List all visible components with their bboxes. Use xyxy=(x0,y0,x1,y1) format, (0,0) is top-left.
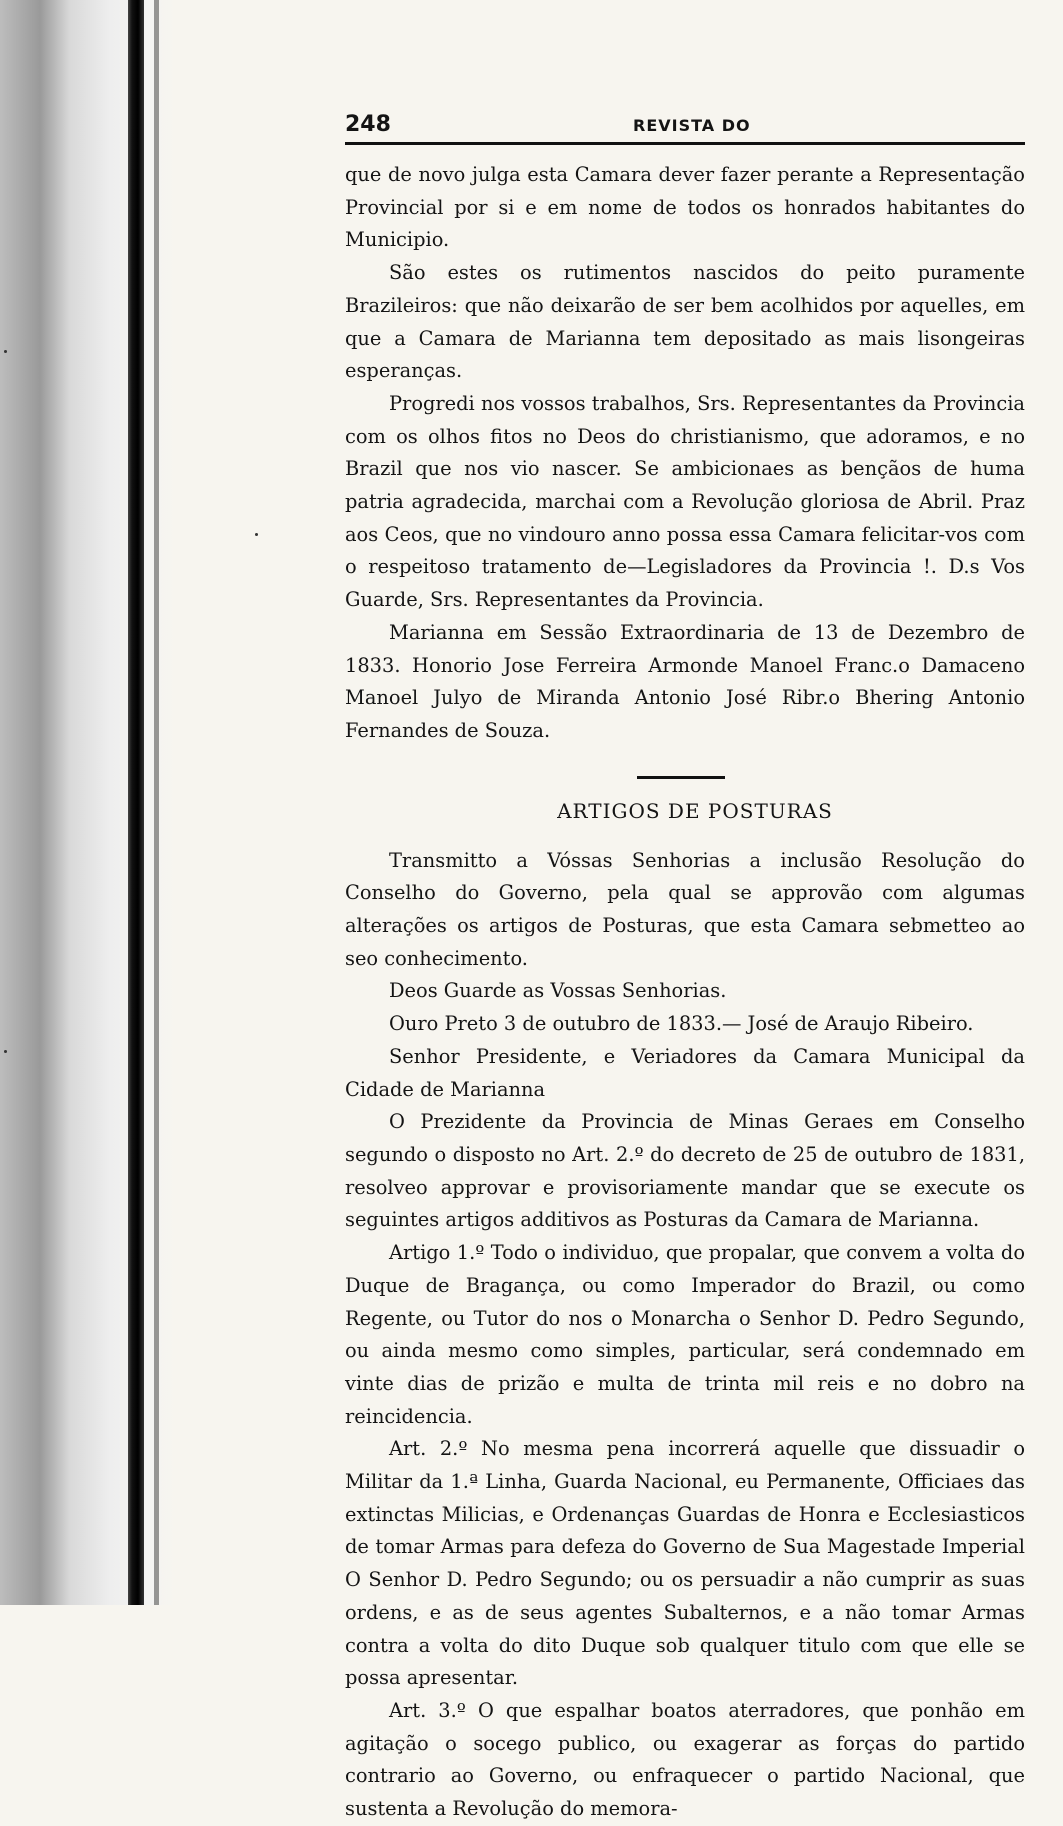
paragraph: que de novo julga esta Camara dever fazer perante a Representação Provincial por si e em nome de todos os honrados habitantes do Municipio. xyxy=(345,163,1025,252)
page-header xyxy=(345,108,1025,145)
ink-speck xyxy=(4,1050,7,1053)
paragraph: O Prezidente da Provincia de Minas Geraes em Conselho segundo o disposto no Art. 2.º do decreto de 25 de outubro de 1831, resolveo approvar e provisoriamente mandar que se execute os seguintes artigos additivos as Posturas da Camara de Marianna. xyxy=(345,1110,1025,1232)
running-head: REVISTA DO xyxy=(633,116,751,135)
paragraph: Progredi nos vossos trabalhos, Srs. Representantes da Provincia com os olhos fitos no Deos do christianismo, que adoramos, e no Brazil que nos vio nascer. Se ambicionaes as bençãos de huma patria agradecida, marchai com a Revolução gloriosa de Abril. Praz aos Ceos, que no vindouro anno possa essa Camara felicitar-vos com o respeitoso tratamento de—Legisladores da Provincia !. D.s Vos Guarde, Srs. Representantes da Provincia. xyxy=(345,391,1025,612)
ink-speck xyxy=(4,350,7,353)
paragraph: São estes os rutimentos nascidos do peito puramente Brazileiros: que não deixarão de ser bem acolhidos por aquelles, em que a Camara de Marianna tem depositado as mais lisongeiras esperanças. xyxy=(345,261,1025,383)
paragraph: Deos Guarde as Vossas Senhorias. xyxy=(389,979,727,1003)
binding-gutter xyxy=(0,0,175,1605)
page-number: 248 xyxy=(345,112,391,137)
paragraph: Marianna em Sessão Extraordinaria de 13 de Dezembro de 1833. Honorio Jose Ferreira Armonde Manoel Franc.o Damaceno Manoel Julyo de Miranda Antonio José Ribr.o Bhering Antonio Fernandes de Souza. xyxy=(345,620,1025,742)
book-page xyxy=(345,108,1025,1826)
binding-edge-line xyxy=(154,0,159,1605)
paragraph: Ouro Preto 3 de outubro de 1833.— José de Araujo Ribeiro. xyxy=(389,1012,974,1036)
paragraph: Artigo 1.º Todo o individuo, que propalar, que convem a volta do Duque de Bragança, ou como Imperador do Brazil, ou como Regente, ou Tutor do nos o Monarcha o Senhor D. Pedro Segundo, ou ainda mesmo como simples, particular, será condemnado em vinte dias de prizão e multa de trinta mil reis e no dobro na reincidencia. xyxy=(345,1241,1025,1428)
paragraph: Transmitto a Vóssas Senhorias a inclusão Resolução do Conselho do Governo, pela qual se approvão com algumas alterações os artigos de Posturas, que esta Camara sebmetteo ao seo conhecimento. xyxy=(345,848,1025,970)
paragraph: Art. 3.º O que espalhar boatos aterradores, que ponhão em agitação o socego publico, ou exagerar as forças do partido contrario ao Governo, ou enfraquecer o partido Nacional, que sustenta a Revolução do memora- xyxy=(345,1698,1025,1821)
page-body xyxy=(345,159,1025,1826)
section-divider xyxy=(637,776,725,779)
paragraph: Art. 2.º No mesma pena incorrerá aquelle que dissuadir o Militar da 1.ª Linha, Guarda Nacional, eu Permanente, Officiaes das extinctas Milicias, e Ordenanças Guardas de Honra e Ecclesiasticos de tomar Armas para defeza do Governo de Sua Magestade Imperial O Senhor D. Pedro Segundo; ou os persuadir a não cumprir as suas ordens, e as de seus agentes Subalternos, e a não tomar Armas contra a volta do dito Duque sob qualquer titulo com que elle se possa apresentar. xyxy=(345,1437,1025,1690)
ink-speck xyxy=(255,533,258,536)
section-title: ARTIGOS DE POSTURAS xyxy=(557,798,833,823)
binding-edge-shadow xyxy=(128,0,144,1605)
paragraph: Senhor Presidente, e Veriadores da Camara Municipal da Cidade de Marianna xyxy=(345,1044,1025,1101)
